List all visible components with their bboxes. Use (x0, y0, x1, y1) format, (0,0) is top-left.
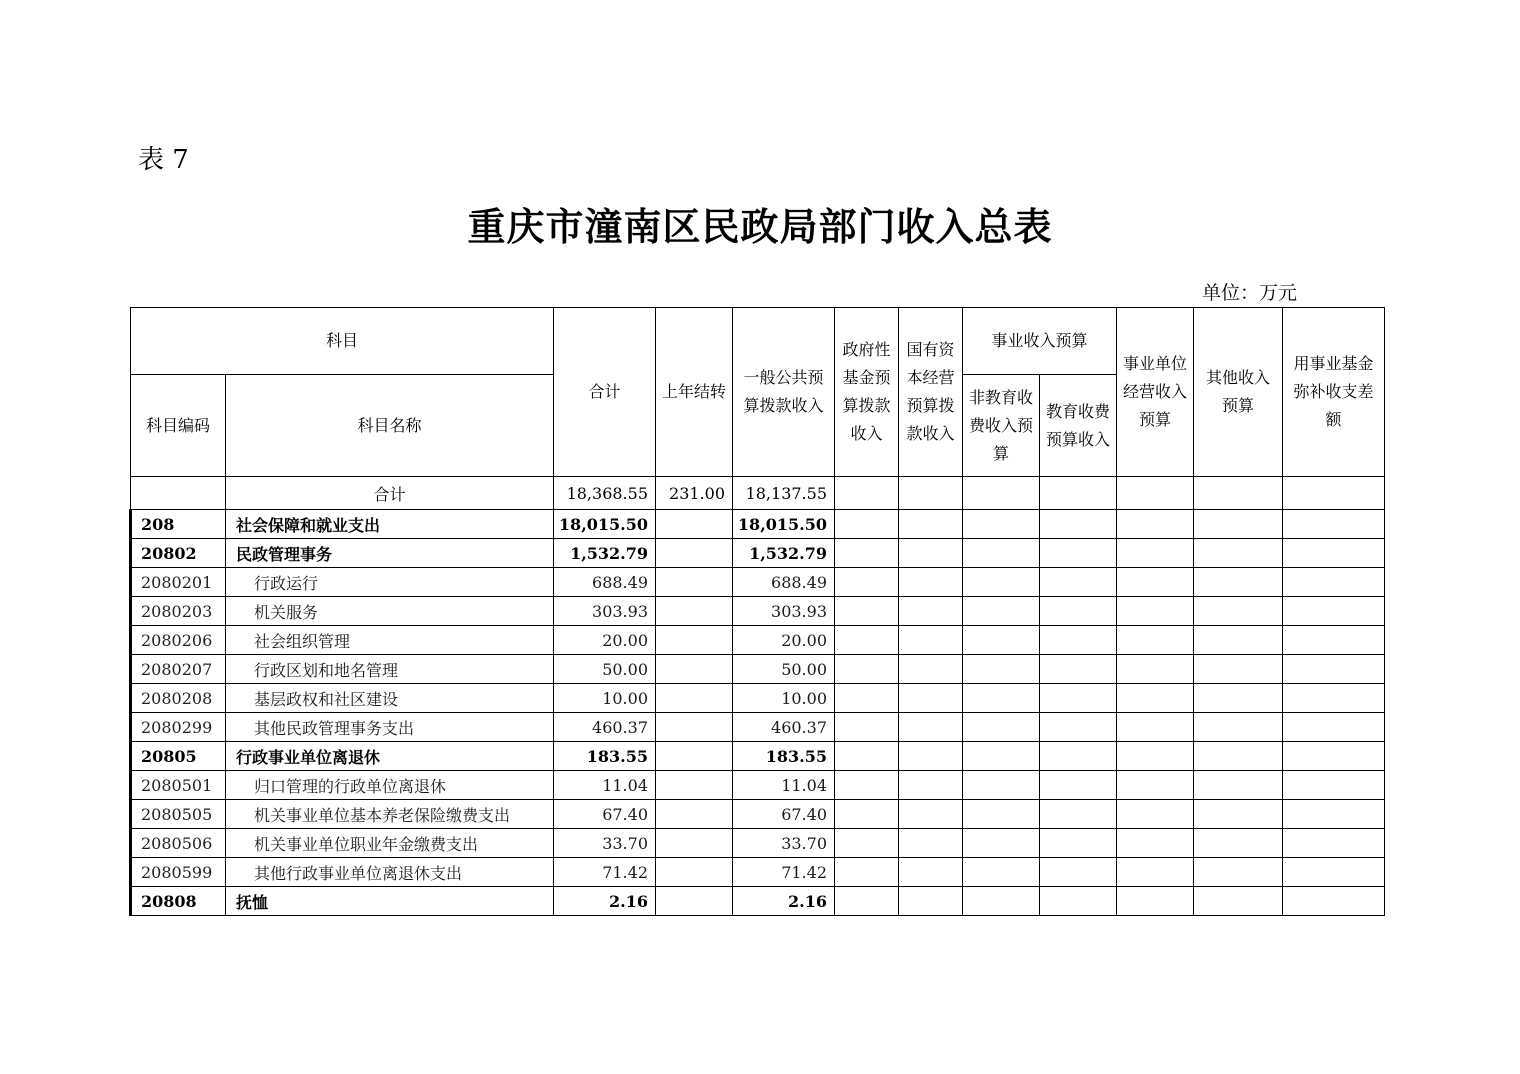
carryover-cell (656, 568, 733, 597)
general-budget-cell: 50.00 (733, 655, 835, 684)
carryover-cell (656, 539, 733, 568)
unit-operation-cell (1117, 626, 1194, 655)
header-gov-fund: 政府性基金预算拨款收入 (835, 308, 899, 477)
general-budget-cell: 18,015.50 (733, 510, 835, 539)
carryover-cell (656, 800, 733, 829)
subject-name-cell: 社会组织管理 (226, 626, 554, 655)
header-unit-operation: 事业单位经营收入预算 (1117, 308, 1194, 477)
edu-fee-cell (1040, 510, 1117, 539)
state-capital-cell (899, 626, 963, 655)
other-income-cell (1194, 742, 1283, 771)
general-budget-cell: 303.93 (733, 597, 835, 626)
fund-balance-cell (1283, 539, 1385, 568)
fund-balance-cell (1283, 684, 1385, 713)
income-summary-table (129, 307, 1385, 916)
subject-name-cell: 行政事业单位离退休 (226, 742, 554, 771)
subject-code-cell: 2080203 (131, 597, 226, 626)
edu-fee-cell (1040, 713, 1117, 742)
edu-fee-cell (1040, 626, 1117, 655)
edu-fee-cell (1040, 800, 1117, 829)
state-capital-cell (899, 829, 963, 858)
total-cell: 460.37 (554, 713, 656, 742)
carryover-cell (656, 858, 733, 887)
carryover-cell (656, 510, 733, 539)
other-income-cell (1194, 655, 1283, 684)
state-capital-cell (899, 510, 963, 539)
edu-fee-cell (1040, 597, 1117, 626)
non-edu-fee-cell (963, 742, 1040, 771)
page-title: 重庆市潼南区民政局部门收入总表 (467, 204, 1053, 249)
edu-fee-cell (1040, 858, 1117, 887)
unit-operation-cell (1117, 510, 1194, 539)
total-cell: 688.49 (554, 568, 656, 597)
header-state-capital: 国有资本经营预算拨款收入 (899, 308, 963, 477)
total-cell: 18,015.50 (554, 510, 656, 539)
subject-code-cell: 20802 (131, 539, 226, 568)
other-income-cell (1194, 539, 1283, 568)
other-income-cell (1194, 626, 1283, 655)
non-edu-fee-cell (963, 800, 1040, 829)
non-edu-fee-cell (963, 858, 1040, 887)
header-subject: 科目 (131, 308, 554, 375)
header-business-income: 事业收入预算 (963, 308, 1117, 375)
state-capital-cell (899, 539, 963, 568)
fund-balance-cell (1283, 597, 1385, 626)
table-row (131, 829, 1385, 858)
table-row (131, 510, 1385, 539)
subject-name-cell: 其他民政管理事务支出 (226, 713, 554, 742)
total-row (131, 477, 1385, 510)
subject-name-cell: 行政区划和地名管理 (226, 655, 554, 684)
general-budget-cell: 33.70 (733, 829, 835, 858)
unit-operation-cell (1117, 742, 1194, 771)
non-edu-fee-cell (963, 829, 1040, 858)
edu-fee-cell (1040, 477, 1117, 510)
table-row (131, 626, 1385, 655)
subject-code-cell: 2080207 (131, 655, 226, 684)
carryover-cell (656, 655, 733, 684)
non-edu-fee-cell (963, 684, 1040, 713)
subject-code-cell: 2080501 (131, 771, 226, 800)
total-cell: 11.04 (554, 771, 656, 800)
total-cell: 18,368.55 (554, 477, 656, 510)
gov-fund-cell (835, 684, 899, 713)
fund-balance-cell (1283, 771, 1385, 800)
total-cell: 71.42 (554, 858, 656, 887)
fund-balance-cell (1283, 887, 1385, 916)
gov-fund-cell (835, 655, 899, 684)
total-cell: 67.40 (554, 800, 656, 829)
unit-operation-cell (1117, 858, 1194, 887)
subject-code-cell: 208 (131, 510, 226, 539)
gov-fund-cell (835, 477, 899, 510)
unit-operation-cell (1117, 887, 1194, 916)
total-cell: 20.00 (554, 626, 656, 655)
gov-fund-cell (835, 858, 899, 887)
state-capital-cell (899, 684, 963, 713)
state-capital-cell (899, 568, 963, 597)
general-budget-cell: 71.42 (733, 858, 835, 887)
unit-operation-cell (1117, 829, 1194, 858)
subject-code-cell: 2080506 (131, 829, 226, 858)
unit-operation-cell (1117, 568, 1194, 597)
non-edu-fee-cell (963, 713, 1040, 742)
general-budget-cell: 67.40 (733, 800, 835, 829)
subject-name-cell: 行政运行 (226, 568, 554, 597)
table-row (131, 742, 1385, 771)
unit-operation-cell (1117, 800, 1194, 829)
unit-operation-cell (1117, 597, 1194, 626)
header-name: 科目名称 (226, 375, 554, 477)
state-capital-cell (899, 771, 963, 800)
fund-balance-cell (1283, 829, 1385, 858)
carryover-cell (656, 887, 733, 916)
general-budget-cell: 183.55 (733, 742, 835, 771)
fund-balance-cell (1283, 626, 1385, 655)
other-income-cell (1194, 477, 1283, 510)
non-edu-fee-cell (963, 539, 1040, 568)
subject-code-cell: 2080599 (131, 858, 226, 887)
other-income-cell (1194, 800, 1283, 829)
state-capital-cell (899, 713, 963, 742)
subject-name-cell: 基层政权和社区建设 (226, 684, 554, 713)
subject-name-cell: 机关事业单位职业年金缴费支出 (226, 829, 554, 858)
table-row (131, 539, 1385, 568)
carryover-cell (656, 597, 733, 626)
edu-fee-cell (1040, 887, 1117, 916)
other-income-cell (1194, 597, 1283, 626)
edu-fee-cell (1040, 568, 1117, 597)
subject-code-cell: 2080201 (131, 568, 226, 597)
gov-fund-cell (835, 597, 899, 626)
state-capital-cell (899, 742, 963, 771)
non-edu-fee-cell (963, 626, 1040, 655)
gov-fund-cell (835, 800, 899, 829)
other-income-cell (1194, 858, 1283, 887)
non-edu-fee-cell (963, 477, 1040, 510)
other-income-cell (1194, 887, 1283, 916)
unit-label: 单位：万元 (1202, 282, 1298, 304)
general-budget-cell: 688.49 (733, 568, 835, 597)
table-row (131, 858, 1385, 887)
header-non-edu-fee: 非教育收费收入预算 (963, 375, 1040, 477)
gov-fund-cell (835, 626, 899, 655)
other-income-cell (1194, 568, 1283, 597)
subject-code-cell: 2080505 (131, 800, 226, 829)
state-capital-cell (899, 858, 963, 887)
gov-fund-cell (835, 829, 899, 858)
non-edu-fee-cell (963, 887, 1040, 916)
state-capital-cell (899, 597, 963, 626)
subject-code-cell: 2080208 (131, 684, 226, 713)
unit-operation-cell (1117, 477, 1194, 510)
subject-code-cell (131, 477, 226, 510)
gov-fund-cell (835, 771, 899, 800)
carryover-cell (656, 684, 733, 713)
fund-balance-cell (1283, 742, 1385, 771)
table-row (131, 597, 1385, 626)
fund-balance-cell (1283, 800, 1385, 829)
total-cell: 50.00 (554, 655, 656, 684)
non-edu-fee-cell (963, 771, 1040, 800)
carryover-cell (656, 626, 733, 655)
total-cell: 10.00 (554, 684, 656, 713)
carryover-cell (656, 829, 733, 858)
general-budget-cell: 20.00 (733, 626, 835, 655)
subject-name-cell: 社会保障和就业支出 (226, 510, 554, 539)
other-income-cell (1194, 684, 1283, 713)
header-fund-balance: 用事业基金弥补收支差额 (1283, 308, 1385, 477)
table-number: 表 7 (138, 145, 189, 175)
fund-balance-cell (1283, 568, 1385, 597)
header-code: 科目编码 (131, 375, 226, 477)
general-budget-cell: 10.00 (733, 684, 835, 713)
general-budget-cell: 1,532.79 (733, 539, 835, 568)
unit-operation-cell (1117, 684, 1194, 713)
carryover-cell (656, 771, 733, 800)
edu-fee-cell (1040, 829, 1117, 858)
subject-name-cell: 合计 (226, 477, 554, 510)
total-cell: 303.93 (554, 597, 656, 626)
header-other-income: 其他收入预算 (1194, 308, 1283, 477)
general-budget-cell: 18,137.55 (733, 477, 835, 510)
total-cell: 1,532.79 (554, 539, 656, 568)
other-income-cell (1194, 713, 1283, 742)
fund-balance-cell (1283, 858, 1385, 887)
fund-balance-cell (1283, 510, 1385, 539)
gov-fund-cell (835, 742, 899, 771)
edu-fee-cell (1040, 684, 1117, 713)
header-general-budget: 一般公共预算拨款收入 (733, 308, 835, 477)
state-capital-cell (899, 800, 963, 829)
gov-fund-cell (835, 713, 899, 742)
subject-name-cell: 机关服务 (226, 597, 554, 626)
unit-operation-cell (1117, 713, 1194, 742)
carryover-cell (656, 742, 733, 771)
edu-fee-cell (1040, 655, 1117, 684)
subject-name-cell: 其他行政事业单位离退休支出 (226, 858, 554, 887)
table-row (131, 655, 1385, 684)
edu-fee-cell (1040, 539, 1117, 568)
header-edu-fee: 教育收费预算收入 (1040, 375, 1117, 477)
fund-balance-cell (1283, 713, 1385, 742)
state-capital-cell (899, 887, 963, 916)
other-income-cell (1194, 771, 1283, 800)
subject-code-cell: 20808 (131, 887, 226, 916)
total-cell: 2.16 (554, 887, 656, 916)
fund-balance-cell (1283, 477, 1385, 510)
table-row (131, 568, 1385, 597)
state-capital-cell (899, 477, 963, 510)
non-edu-fee-cell (963, 655, 1040, 684)
table-row (131, 771, 1385, 800)
subject-name-cell: 民政管理事务 (226, 539, 554, 568)
carryover-cell: 231.00 (656, 477, 733, 510)
table-row (131, 713, 1385, 742)
subject-name-cell: 归口管理的行政单位离退休 (226, 771, 554, 800)
unit-operation-cell (1117, 771, 1194, 800)
table-row (131, 684, 1385, 713)
other-income-cell (1194, 510, 1283, 539)
edu-fee-cell (1040, 771, 1117, 800)
gov-fund-cell (835, 539, 899, 568)
unit-operation-cell (1117, 539, 1194, 568)
subject-code-cell: 20805 (131, 742, 226, 771)
state-capital-cell (899, 655, 963, 684)
subject-name-cell: 抚恤 (226, 887, 554, 916)
header-carryover: 上年结转 (656, 308, 733, 477)
non-edu-fee-cell (963, 568, 1040, 597)
total-cell: 33.70 (554, 829, 656, 858)
carryover-cell (656, 713, 733, 742)
subject-name-cell: 机关事业单位基本养老保险缴费支出 (226, 800, 554, 829)
general-budget-cell: 460.37 (733, 713, 835, 742)
header-total: 合计 (554, 308, 656, 477)
total-cell: 183.55 (554, 742, 656, 771)
gov-fund-cell (835, 510, 899, 539)
general-budget-cell: 2.16 (733, 887, 835, 916)
table-row (131, 800, 1385, 829)
non-edu-fee-cell (963, 510, 1040, 539)
edu-fee-cell (1040, 742, 1117, 771)
gov-fund-cell (835, 568, 899, 597)
fund-balance-cell (1283, 655, 1385, 684)
unit-operation-cell (1117, 655, 1194, 684)
subject-code-cell: 2080299 (131, 713, 226, 742)
non-edu-fee-cell (963, 597, 1040, 626)
general-budget-cell: 11.04 (733, 771, 835, 800)
subject-code-cell: 2080206 (131, 626, 226, 655)
table-row (131, 887, 1385, 916)
gov-fund-cell (835, 887, 899, 916)
other-income-cell (1194, 829, 1283, 858)
